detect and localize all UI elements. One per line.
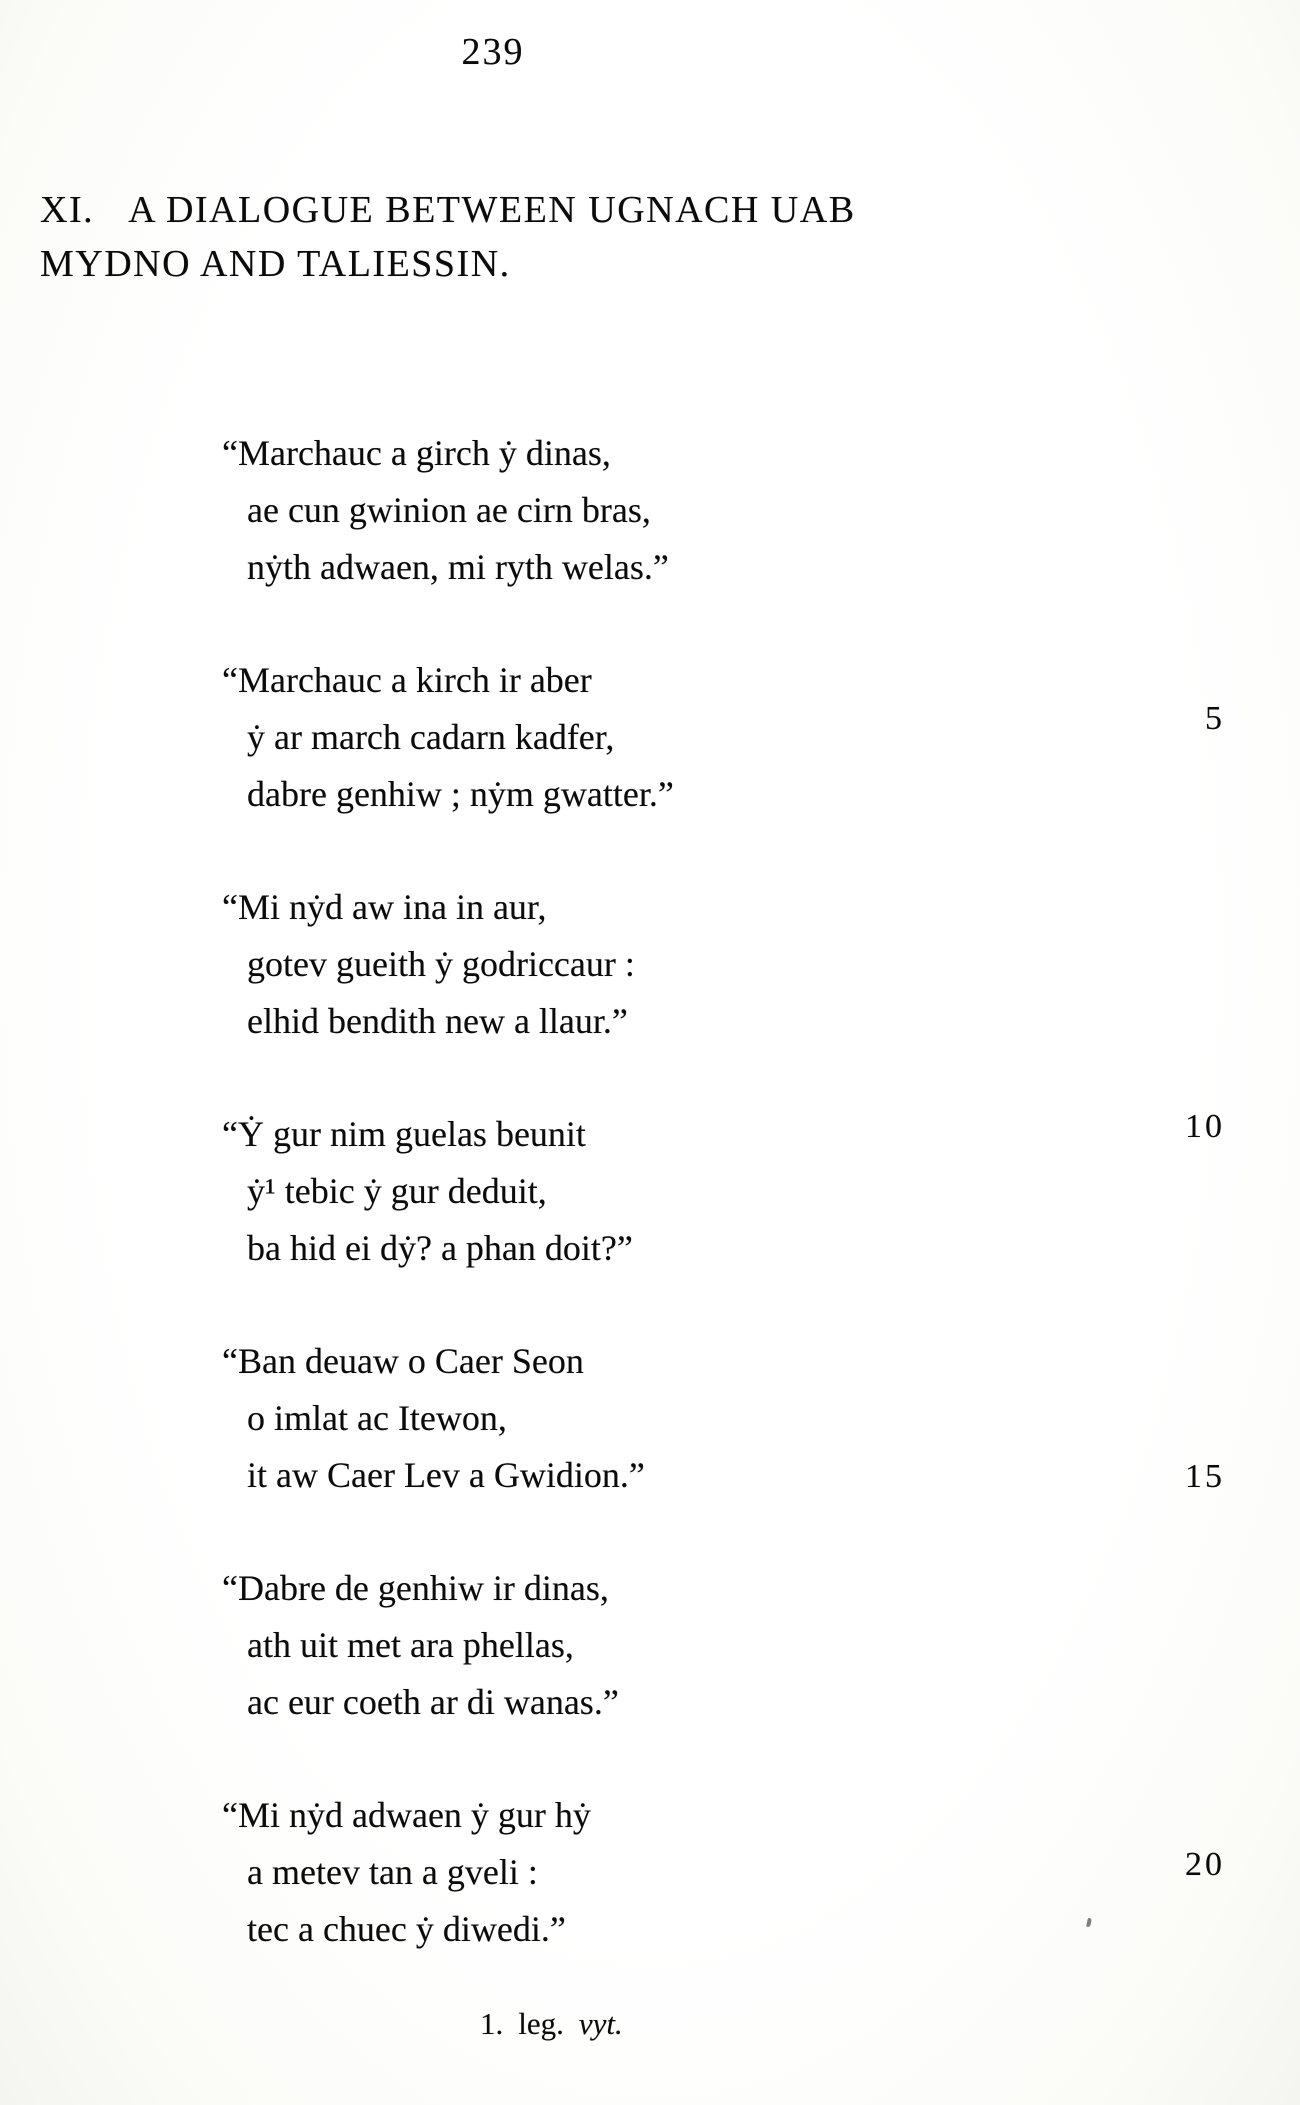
poem-line: “Mi nẏd adwaen ẏ gur hẏ <box>222 1795 591 1835</box>
poem-line: “Ẏ gur nim guelas beunit <box>222 1114 586 1154</box>
margin-line-number-20: 20 <box>1185 1846 1225 1883</box>
poem-line: dabre genhiw ; nẏm gwatter.” <box>247 774 674 814</box>
poem-line: “Marchauc a kirch ir aber <box>222 660 592 700</box>
poem-line: “Marchauc a girch ẏ dinas, <box>222 433 611 473</box>
poem-line: ae cun gwinion ae cirn bras, <box>247 490 651 530</box>
poem-line: elhid bendith new a llaur.” <box>247 1001 628 1041</box>
page-number: 239 <box>461 31 525 73</box>
poem-line: ac eur coeth ar di wanas.” <box>247 1682 619 1722</box>
stanza-3 <box>222 879 982 1050</box>
poem-line: a metev tan a gveli : <box>247 1852 538 1892</box>
poem-line: o imlat ac Itewon, <box>247 1398 507 1438</box>
chapter-title-line2: MYDNO AND TALIESSIN. <box>40 243 511 285</box>
poem-line: nẏth adwaen, mi ryth welas.” <box>247 547 669 587</box>
poem <box>222 425 982 2014</box>
chapter-heading <box>40 183 862 291</box>
chapter-heading-line1 <box>40 183 862 237</box>
margin-line-number-15: 15 <box>1185 1458 1225 1495</box>
print-artifact-speck <box>1086 1918 1092 1928</box>
poem-line: it aw Caer Lev a Gwidion.” <box>247 1455 645 1495</box>
stanza-7 <box>222 1787 982 1958</box>
stanza-4 <box>222 1106 982 1277</box>
footnote-text: leg. <box>518 2006 564 2041</box>
poem-line: ẏ ar march cadarn kadfer, <box>247 717 615 757</box>
poem-line: ba hid ei dẏ? a phan doit?” <box>247 1228 633 1268</box>
footnote-italic-term: vyt. <box>578 2006 623 2041</box>
stanza-6 <box>222 1560 982 1731</box>
stanza-1 <box>222 425 982 596</box>
poem-line: “Ban deuaw o Caer Seon <box>222 1341 584 1381</box>
poem-line: tec a chuec ẏ diwedi.” <box>247 1909 566 1949</box>
stanza-5 <box>222 1333 982 1504</box>
stanza-2 <box>222 652 982 823</box>
chapter-numeral: XI. <box>40 189 95 231</box>
poem-line: “Dabre de genhiw ir dinas, <box>222 1568 609 1608</box>
footnote <box>480 2006 623 2042</box>
poem-line: gotev gueith ẏ godriccaur : <box>247 944 635 984</box>
margin-line-number-5: 5 <box>1205 700 1225 737</box>
poem-line: “Mi nẏd aw ina in aur, <box>222 887 547 927</box>
margin-line-number-10: 10 <box>1185 1108 1225 1145</box>
poem-line: ẏ¹ tebic ẏ gur deduit, <box>247 1171 547 1211</box>
chapter-title-line1: A DIALOGUE BETWEEN UGNACH UAB <box>128 189 856 231</box>
footnote-label: 1. <box>480 2006 504 2041</box>
poem-line: ath uit met ara phellas, <box>247 1625 574 1665</box>
